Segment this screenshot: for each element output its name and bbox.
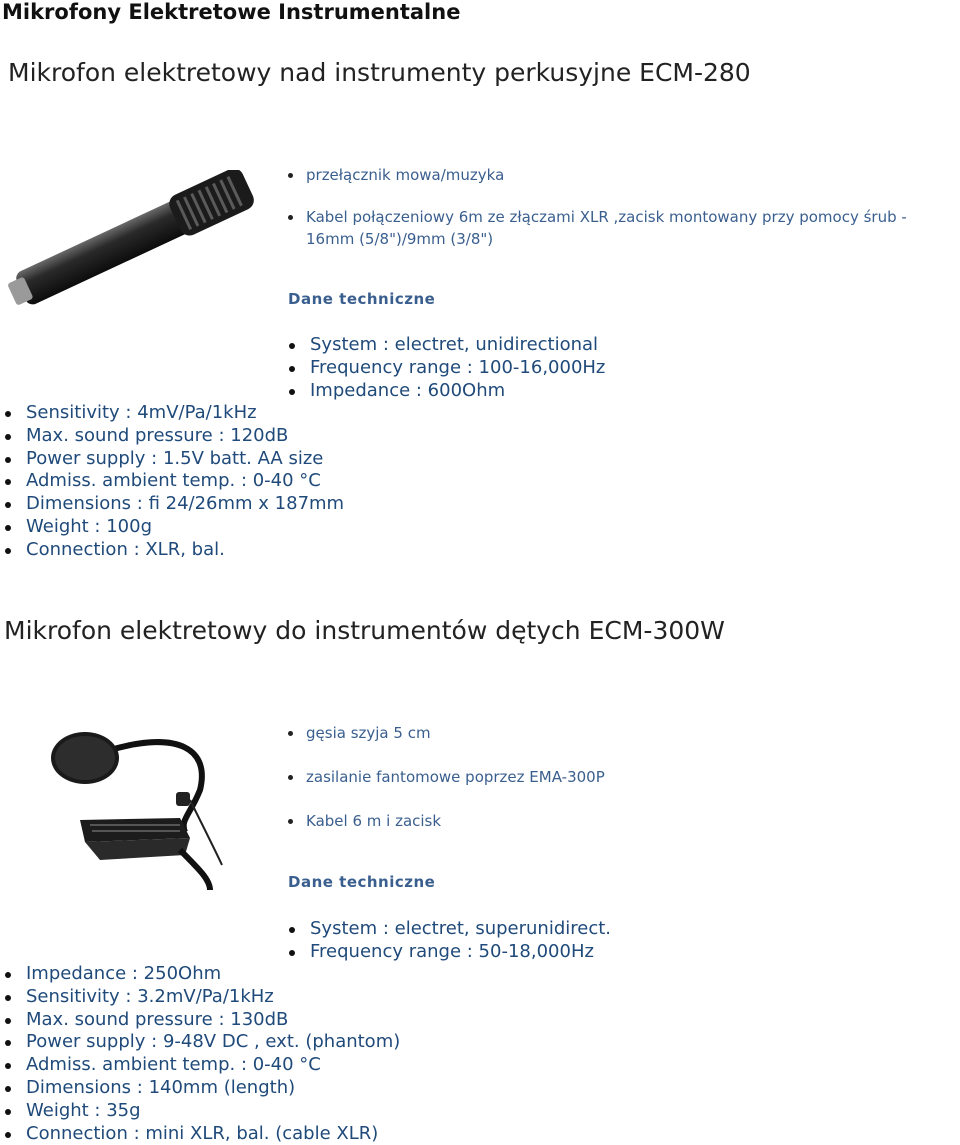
spec-item: Sensitivity : 3.2mV/Pa/1kHz [0,986,400,1009]
ecm300w-specs-left [0,963,400,1145]
spec-item: Dimensions : fi 24/26mm x 187mm [0,493,344,516]
feature-item: zasilanie fantomowe poprzez EMA-300P [288,766,958,788]
spec-item: Admiss. ambient temp. : 0-40 °C [0,1054,400,1077]
feature-item: gęsia szyja 5 cm [288,722,958,744]
spec-item: System : electret, unidirectional [284,334,605,357]
feature-item: Kabel połączeniowy 6m ze złączami XLR ,zacisk montowany przy pomocy śrub - 16mm (5/8")/9mm (3/8") [288,206,958,250]
spec-item: Dimensions : 140mm (length) [0,1077,400,1100]
spec-item: Max. sound pressure : 120dB [0,425,344,448]
spec-item: Frequency range : 100-16,000Hz [284,357,605,380]
spec-item: Connection : mini XLR, bal. (cable XLR) [0,1123,400,1145]
ecm300w-microphone-image [40,720,230,900]
spec-item: Weight : 100g [0,516,344,539]
ecm300w-feature-list [288,722,958,832]
ecm300w-specs-right [284,918,611,964]
spec-item: Impedance : 250Ohm [0,963,400,986]
ecm280-feature-list [288,164,958,250]
tech-heading: Dane techniczne [288,290,436,308]
spec-item: Power supply : 9-48V DC , ext. (phantom) [0,1031,400,1054]
feature-item: przełącznik mowa/muzyka [288,164,958,186]
spec-item: Max. sound pressure : 130dB [0,1009,400,1032]
ecm280-microphone-image [0,170,270,305]
spec-item: Connection : XLR, bal. [0,539,344,562]
spec-item: Impedance : 600Ohm [284,380,605,403]
product-title-ecm300w: Mikrofon elektretowy do instrumentów dętych ECM-300W [4,616,725,645]
feature-item: Kabel 6 m i zacisk [288,810,958,832]
spec-item: Frequency range : 50-18,000Hz [284,941,611,964]
spec-item: Sensitivity : 4mV/Pa/1kHz [0,402,344,425]
spec-item: Weight : 35g [0,1100,400,1123]
product-title-ecm280: Mikrofon elektretowy nad instrumenty perkusyjne ECM-280 [8,58,751,87]
spec-item: System : electret, superunidirect. [284,918,611,941]
ecm280-specs-left [0,402,344,562]
spec-item: Admiss. ambient temp. : 0-40 °C [0,470,344,493]
tech-heading: Dane techniczne [288,873,436,891]
ecm280-specs-right [284,334,605,402]
spec-item: Power supply : 1.5V batt. AA size [0,448,344,471]
page-title: Mikrofony Elektretowe Instrumentalne [2,0,461,24]
